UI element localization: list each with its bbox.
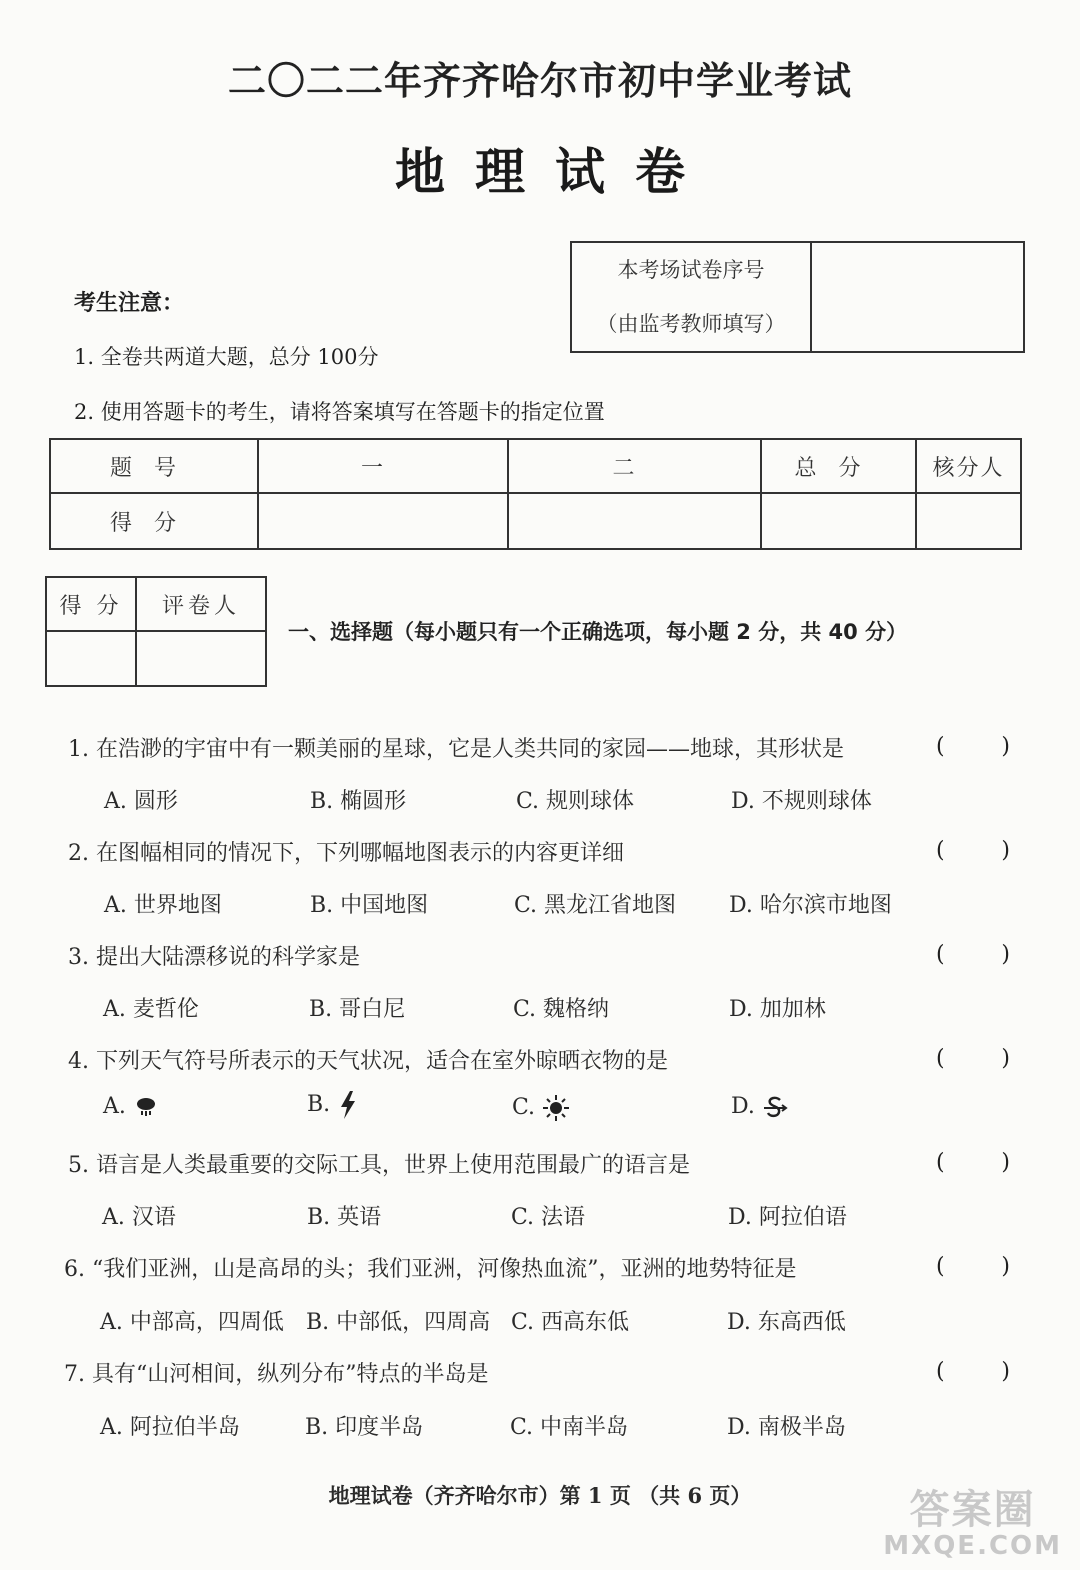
score-cell-part2[interactable] [508, 493, 761, 549]
exam-title: 二〇二二年齐齐哈尔市初中学业考试 [227, 59, 852, 103]
serial-label-line1: 本考场试卷序号 [617, 258, 765, 282]
paren-right: ) [1001, 838, 1010, 863]
paren-right: ) [1001, 734, 1010, 759]
subject-title: 地理试卷 [395, 142, 715, 201]
question-2-option-d[interactable]: D. 哈尔滨市地图 [729, 893, 892, 918]
section-heading: 一、选择题（每小题只有一个正确选项，每小题 2 分，共 40 分） [288, 620, 908, 644]
score-table-header-checker: 核分人 [916, 439, 1021, 493]
paren-right: ) [1001, 1254, 1010, 1279]
question-7-option-d[interactable]: D. 南极半岛 [727, 1415, 846, 1440]
score-cell-checker[interactable] [916, 493, 1021, 549]
answer-paren[interactable] [936, 1359, 1010, 1384]
paren-left: ( [936, 1046, 945, 1071]
rain-cloud-icon [133, 1094, 159, 1120]
answer-paren[interactable] [936, 838, 1010, 863]
score-table-header-part2: 二 [508, 439, 761, 493]
question-3-option-b[interactable]: B. 哥白尼 [309, 997, 406, 1022]
question-1-option-d[interactable]: D. 不规则球体 [731, 789, 872, 814]
paren-right: ) [1001, 942, 1010, 967]
question-2-option-c[interactable]: C. 黑龙江省地图 [514, 893, 677, 918]
score-cell-part1[interactable] [258, 493, 508, 549]
paren-right: ) [1001, 1046, 1010, 1071]
score-table-header-question: 题号 [50, 439, 258, 493]
watermark-line1: 答案圈 [909, 1487, 1036, 1533]
paren-right: ) [1001, 1359, 1010, 1384]
question-4-option-d[interactable] [731, 1094, 788, 1120]
paren-left: ( [936, 838, 945, 863]
answer-paren[interactable] [936, 1254, 1010, 1279]
score-cell-total[interactable] [761, 493, 916, 549]
question-3-option-a[interactable]: A. 麦哲伦 [103, 997, 199, 1022]
answer-paren[interactable] [936, 734, 1010, 759]
question-7-stem: 7. 具有“山河相间，纵列分布”特点的半岛是 [64, 1362, 489, 1387]
question-6-option-a[interactable]: A. 中部高，四周低 [100, 1310, 284, 1335]
question-3-stem: 3. 提出大陆漂移说的科学家是 [68, 945, 360, 970]
question-2-option-a[interactable]: A. 世界地图 [104, 893, 222, 918]
sun-icon [542, 1094, 570, 1122]
question-1-option-a[interactable]: A. 圆形 [104, 789, 178, 814]
grader-box-score-label: 得 分 [46, 577, 136, 631]
score-table-row-label: 得分 [50, 493, 258, 549]
notice-item-1: 1. 全卷共两道大题，总分 100分 [74, 345, 379, 369]
serial-label-line2: （由监考教师填写） [596, 312, 786, 336]
question-2-stem: 2. 在图幅相同的情况下，下列哪幅地图表示的内容更详细 [68, 841, 624, 866]
question-1-option-c[interactable]: C. 规则球体 [516, 789, 635, 814]
question-7-option-b[interactable]: B. 印度半岛 [305, 1415, 424, 1440]
question-5-option-a[interactable]: A. 汉语 [102, 1205, 176, 1230]
grader-box [45, 576, 267, 687]
question-4-option-b[interactable] [307, 1090, 359, 1120]
question-5-option-d[interactable]: D. 阿拉伯语 [728, 1205, 847, 1230]
paren-left: ( [936, 1359, 945, 1384]
paren-left: ( [936, 942, 945, 967]
watermark-line2: MXQE.COM [883, 1531, 1062, 1561]
question-6-stem: 6. “我们亚洲，山是高昂的头；我们亚洲，河像热血流”，亚洲的地势特征是 [64, 1257, 797, 1282]
option-letter: A. [103, 1094, 126, 1119]
question-3-option-d[interactable]: D. 加加林 [729, 997, 826, 1022]
answer-paren[interactable] [936, 1046, 1010, 1071]
question-6-option-d[interactable]: D. 东高西低 [727, 1310, 846, 1335]
notice-item-2: 2. 使用答题卡的考生，请将答案填写在答题卡的指定位置 [74, 400, 605, 424]
notice-title: 考生注意： [74, 290, 185, 316]
question-5-option-c[interactable]: C. 法语 [511, 1205, 586, 1230]
paren-left: ( [936, 1254, 945, 1279]
question-6-option-b[interactable]: B. 中部低，四周高 [306, 1310, 491, 1335]
lightning-icon [337, 1090, 359, 1120]
paren-left: ( [936, 734, 945, 759]
grader-box-grader-label: 评卷人 [136, 577, 266, 631]
question-1-stem: 1. 在浩渺的宇宙中有一颗美丽的星球，它是人类共同的家园——地球，其形状是 [68, 737, 844, 762]
paren-left: ( [936, 1150, 945, 1175]
question-7-option-c[interactable]: C. 中南半岛 [510, 1415, 629, 1440]
serial-number-field[interactable] [811, 242, 1024, 352]
question-1-option-b[interactable]: B. 椭圆形 [310, 789, 407, 814]
grader-box-score-field[interactable] [46, 631, 136, 686]
site-watermark [883, 1478, 1062, 1561]
page-footer: 地理试卷（齐齐哈尔市）第 1 页 （共 6 页） [328, 1483, 752, 1508]
score-table-header-part1: 一 [258, 439, 508, 493]
question-7-option-a[interactable]: A. 阿拉伯半岛 [100, 1415, 240, 1440]
option-letter: D. [731, 1094, 755, 1119]
serial-number-label [571, 242, 811, 352]
score-table [49, 438, 1022, 550]
question-5-stem: 5. 语言是人类最重要的交际工具，世界上使用范围最广的语言是 [68, 1153, 690, 1178]
serial-number-box [570, 241, 1025, 353]
paren-right: ) [1001, 1150, 1010, 1175]
question-6-option-c[interactable]: C. 西高东低 [511, 1310, 630, 1335]
option-letter: B. [307, 1092, 331, 1117]
question-3-option-c[interactable]: C. 魏格纳 [513, 997, 610, 1022]
grader-box-grader-field[interactable] [136, 631, 266, 686]
option-letter: C. [512, 1095, 536, 1120]
score-table-header-total: 总分 [761, 439, 916, 493]
answer-paren[interactable] [936, 942, 1010, 967]
question-4-stem: 4. 下列天气符号所表示的天气状况，适合在室外晾晒衣物的是 [68, 1049, 668, 1074]
sandstorm-icon [762, 1094, 788, 1120]
answer-paren[interactable] [936, 1150, 1010, 1175]
question-4-option-c[interactable] [512, 1094, 570, 1122]
question-5-option-b[interactable]: B. 英语 [307, 1205, 382, 1230]
question-2-option-b[interactable]: B. 中国地图 [310, 893, 429, 918]
question-4-option-a[interactable] [103, 1094, 159, 1120]
